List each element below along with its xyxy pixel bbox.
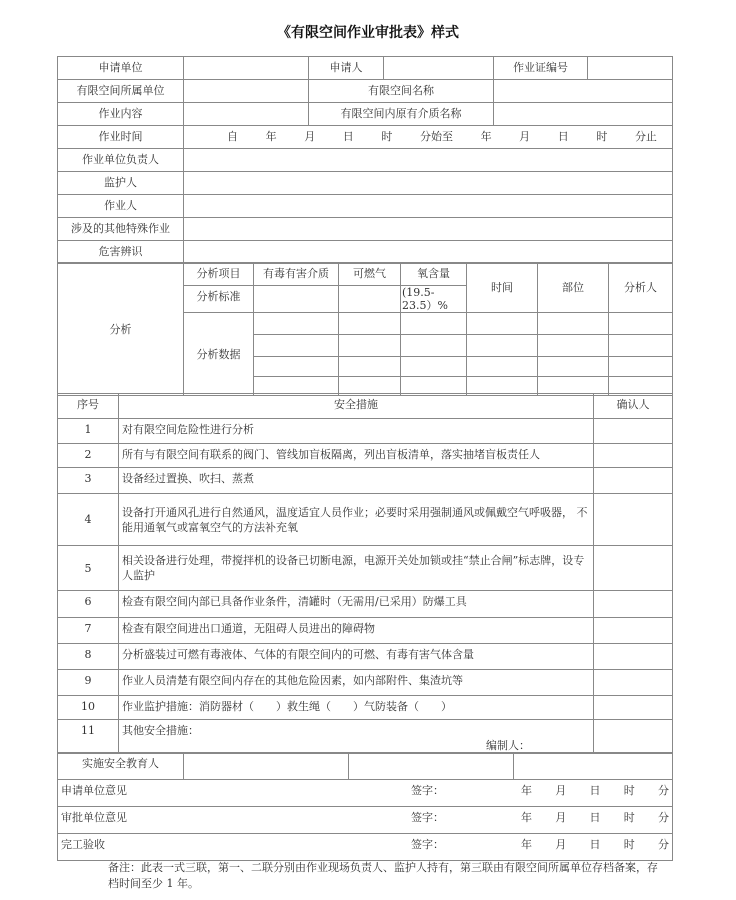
date-part: 分: [658, 838, 669, 851]
date-part: 月: [555, 811, 567, 824]
field-educator[interactable]: [184, 753, 349, 780]
item-measure: [119, 419, 594, 444]
label-confirm: 确认人: [594, 394, 673, 419]
confirm-field[interactable]: [594, 468, 673, 494]
table-row: [58, 644, 673, 670]
confirm-field[interactable]: [594, 546, 673, 591]
field-guardian[interactable]: [184, 172, 673, 195]
label-space-owner: 有限空间所属单位: [58, 80, 184, 103]
confirm-field[interactable]: [594, 419, 673, 444]
data-cell[interactable]: [609, 357, 673, 377]
item-no: 2: [58, 444, 119, 468]
approval-table: [57, 752, 673, 861]
field-hazard[interactable]: [184, 241, 673, 264]
data-cell[interactable]: [254, 313, 339, 335]
opinion-field[interactable]: [58, 807, 673, 834]
opinion-label: 申请单位意见: [61, 784, 127, 797]
item-measure: [119, 468, 594, 494]
item-no: 5: [58, 546, 119, 591]
item-measure: [119, 444, 594, 468]
opinion-row: [58, 834, 673, 861]
date-part: 时: [623, 784, 635, 797]
date-part: 分: [658, 784, 669, 797]
item-no: 6: [58, 591, 119, 618]
item-text: 所有与有限空间有联系的阀门、管线加盲板隔离，列出盲板清单，落实抽堵盲板责任人: [122, 448, 540, 461]
item-no: 11: [58, 720, 119, 754]
data-cell[interactable]: [401, 335, 467, 357]
item-text: 分析盛装过可燃有毒液体、气体的有限空间内的可燃、有毒有害气体含量: [122, 648, 474, 661]
time-part: 时: [596, 130, 608, 143]
label-standard: 分析标准: [184, 286, 254, 313]
date-part: 日: [589, 838, 601, 851]
data-cell[interactable]: [538, 335, 609, 357]
confirm-field[interactable]: [594, 670, 673, 696]
confirm-field[interactable]: [594, 618, 673, 644]
table-row: [58, 419, 673, 444]
item-no: 4: [58, 494, 119, 546]
item-measure: [119, 696, 594, 720]
confirm-field[interactable]: [594, 444, 673, 468]
field-medium-name[interactable]: [494, 103, 673, 126]
table-row: [58, 546, 673, 591]
field-space-name[interactable]: [494, 80, 673, 103]
field-content[interactable]: [184, 103, 309, 126]
item-measure: [119, 720, 594, 754]
time-part: 日: [557, 130, 569, 143]
item-text: 设备经过置换、吹扫、蒸煮: [122, 472, 254, 485]
label-leader: 作业单位负责人: [58, 149, 184, 172]
field-toxic-standard[interactable]: [254, 286, 339, 313]
item-measure: [119, 546, 594, 591]
label-applicant-unit: 申请单位: [58, 57, 184, 80]
label-analyst: 分析人: [609, 263, 673, 313]
label-medium-name: 有限空间内原有介质名称: [309, 103, 494, 126]
analysis-table: [57, 262, 673, 396]
label-other-special: 涉及的其他特殊作业: [58, 218, 184, 241]
item-text: 其他安全措施：: [122, 724, 199, 737]
sign-label: 签字：: [411, 811, 444, 824]
data-cell[interactable]: [401, 357, 467, 377]
label-no: 序号: [58, 394, 119, 419]
field-permit-no[interactable]: [588, 57, 673, 80]
item-no: 7: [58, 618, 119, 644]
sign-label: 签字：: [411, 784, 444, 797]
time-part: 日: [342, 130, 354, 143]
label-content: 作业内容: [58, 103, 184, 126]
basic-info-table: [57, 56, 673, 264]
item-no: 10: [58, 696, 119, 720]
item-measure: [119, 494, 594, 546]
table-row: [58, 444, 673, 468]
label-applicant: 申请人: [309, 57, 384, 80]
label-hazard: 危害辨识: [58, 241, 184, 264]
confirm-field[interactable]: [594, 696, 673, 720]
date-part: 分: [658, 811, 669, 824]
data-cell[interactable]: [467, 313, 538, 335]
item-text: 作业人员清楚有限空间内存在的其他危险因素，如内部附件、集渣坑等: [122, 674, 463, 687]
label-permit-no: 作业证编号: [494, 57, 588, 80]
time-part: 年: [480, 130, 492, 143]
time-part: 分止: [634, 130, 657, 143]
item-measure: [119, 670, 594, 696]
item-text: 检查有限空间进出口通道，无阻碍人员进出的障碍物: [122, 622, 375, 635]
item-no: 1: [58, 419, 119, 444]
safety-measures-table: [57, 393, 673, 754]
item-text: 对有限空间危险性进行分析: [122, 423, 254, 436]
item-text: 设备打开通风孔进行自然通风，温度适宜人员作业；必要时采用强制通风或佩戴空气呼吸器， 不能用通氧气或富氧空气的方法补充氧: [122, 505, 588, 534]
opinion-field[interactable]: [58, 834, 673, 861]
field-applicant-unit[interactable]: [184, 57, 309, 80]
field-work-time[interactable]: [184, 126, 673, 149]
label-analysis-item: 分析项目: [184, 263, 254, 286]
label-data: 分析数据: [184, 313, 254, 396]
data-cell[interactable]: [538, 357, 609, 377]
item-no: 3: [58, 468, 119, 494]
opinion-label: 审批单位意见: [61, 811, 127, 824]
opinion-field[interactable]: [58, 780, 673, 807]
item-text: 相关设备进行处理，带搅拌机的设备已切断电源，电源开关处加锁或挂“禁止合闸”标志牌，设专人监护: [122, 554, 585, 582]
date-part: 年: [521, 811, 532, 824]
data-cell[interactable]: [339, 313, 401, 335]
table-row: [58, 696, 673, 720]
label-time: 时间: [467, 263, 538, 313]
date-part: 日: [589, 784, 601, 797]
table-row: [58, 618, 673, 644]
label-flammable: 可燃气: [339, 263, 401, 286]
table-row: [58, 591, 673, 618]
item-no: 8: [58, 644, 119, 670]
date-part: 时: [623, 838, 635, 851]
item-measure: [119, 644, 594, 670]
opinion-row: [58, 807, 673, 834]
oxygen-standard: (19.5-23.5）%: [401, 286, 467, 313]
data-cell[interactable]: [467, 357, 538, 377]
time-part: 分始至: [419, 130, 453, 143]
data-cell[interactable]: [401, 313, 467, 335]
date-part: 时: [623, 811, 635, 824]
label-worker: 作业人: [58, 195, 184, 218]
item-text: 作业监护措施：消防器材（ ）救生绳（ ）气防装备（ ）: [122, 700, 452, 713]
data-cell[interactable]: [254, 357, 339, 377]
label-work-time: 作业时间: [58, 126, 184, 149]
time-part: 月: [304, 130, 316, 143]
item-measure: [119, 618, 594, 644]
field-other-special[interactable]: [184, 218, 673, 241]
date-part: 日: [589, 811, 601, 824]
label-measures: 安全措施: [119, 394, 594, 419]
label-analysis: 分析: [58, 263, 184, 396]
field-applicant[interactable]: [384, 57, 494, 80]
confirm-field[interactable]: [594, 644, 673, 670]
field-space-owner[interactable]: [184, 80, 309, 103]
footnote: 备注：此表一式三联，第一、二联分别由作业现场负责人、监护人持有，第三联由有限空间所属单位存档备案，存档时间至少 1 年。: [108, 861, 658, 890]
time-part: 时: [381, 130, 393, 143]
date-part: 年: [521, 838, 532, 851]
compiler-label: 编制人：: [486, 739, 530, 752]
item-no: 9: [58, 670, 119, 696]
label-space-name: 有限空间名称: [309, 80, 494, 103]
data-cell[interactable]: [339, 357, 401, 377]
field-worker[interactable]: [184, 195, 673, 218]
item-measure: [119, 591, 594, 618]
page-title: 《有限空间作业审批表》样式: [277, 25, 459, 41]
field-educator-3[interactable]: [514, 753, 673, 780]
time-part: 月: [519, 130, 531, 143]
label-educator: 实施安全教育人: [58, 753, 184, 780]
table-row: [58, 468, 673, 494]
table-row: [58, 720, 673, 754]
date-part: 月: [555, 838, 567, 851]
field-leader[interactable]: [184, 149, 673, 172]
time-part: 自: [227, 130, 238, 143]
field-educator-2[interactable]: [349, 753, 514, 780]
confirm-field[interactable]: [594, 591, 673, 618]
data-cell[interactable]: [609, 335, 673, 357]
label-toxic: 有毒有害介质: [254, 263, 339, 286]
date-part: 年: [521, 784, 532, 797]
opinion-row: [58, 780, 673, 807]
label-oxygen: 氧含量: [401, 263, 467, 286]
data-cell[interactable]: [339, 335, 401, 357]
table-row: [58, 494, 673, 546]
data-cell[interactable]: [538, 313, 609, 335]
sign-label: 签字：: [411, 838, 444, 851]
label-guardian: 监护人: [58, 172, 184, 195]
data-cell[interactable]: [254, 335, 339, 357]
data-cell[interactable]: [609, 313, 673, 335]
label-location: 部位: [538, 263, 609, 313]
time-part: 年: [265, 130, 277, 143]
confirm-field[interactable]: [594, 720, 673, 754]
data-cell[interactable]: [467, 335, 538, 357]
field-flammable-standard[interactable]: [339, 286, 401, 313]
item-text: 检查有限空间内部已具备作业条件，清罐时（无需用/已采用）防爆工具: [122, 595, 467, 608]
confirm-field[interactable]: [594, 494, 673, 546]
opinion-label: 完工验收: [61, 838, 105, 851]
date-part: 月: [555, 784, 567, 797]
table-row: [58, 670, 673, 696]
